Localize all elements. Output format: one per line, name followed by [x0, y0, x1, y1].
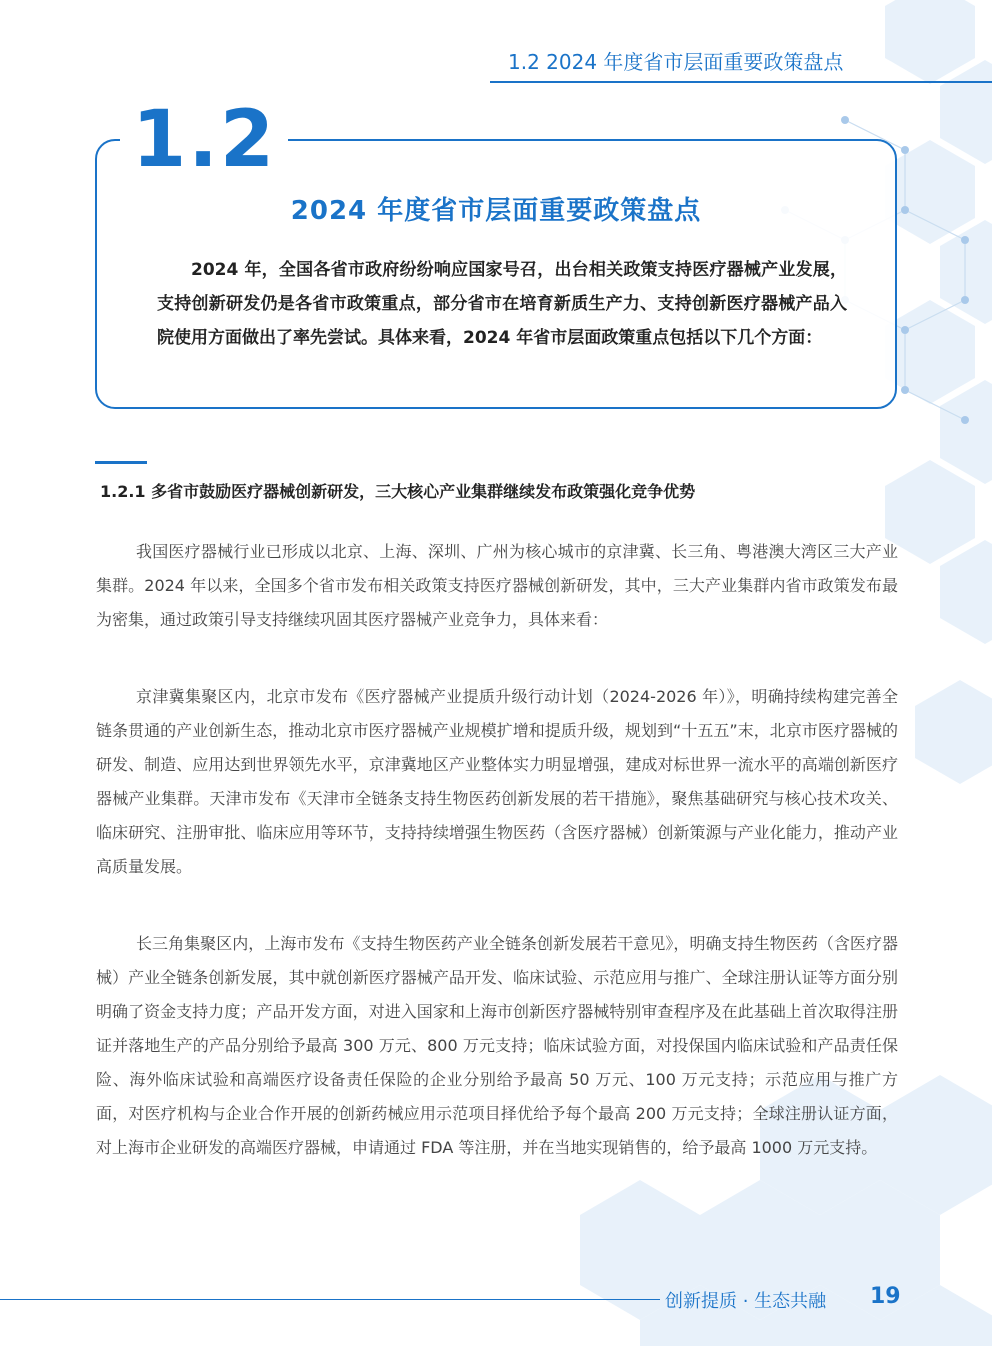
section-title: 2024 年度省市层面重要政策盘点: [290, 196, 702, 226]
subsection-heading: 1.2.1 多省市鼓励医疗器械创新研发，三大核心产业集群继续发布政策强化竞争优势: [100, 482, 696, 501]
footer-slogan: 创新提质 · 生态共融: [665, 1291, 827, 1312]
section-number: 1.2: [120, 95, 288, 185]
body-paragraph: 京津冀集聚区内，北京市发布《医疗器械产业提质升级行动计划（2024-2026 年）》，明确持续构建完善全链条贯通的产业创新生态，推动北京市医疗器械产业规模扩增和提质升级，规划到“十五五”末，北京市医疗器械的研发、制造、应用达到世界领先水平，京津冀地区产业整体实力明显增强，建成对标世界一流水平的高端创新医疗器械产业集群。天津市发布《天津市全链条支持生物医药创新发展的若干措施》，聚焦基础研究与核心技术攻关、临床研究、注册审批、临床应用等环节，支持持续增强生物医药（含医疗器械）创新策源与产业化能力，推动产业高质量发展。: [96, 687, 898, 876]
footer-rule: [0, 1299, 660, 1300]
body-paragraph: 长三角集聚区内，上海市发布《支持生物医药产业全链条创新发展若干意见》，明确支持生物医药（含医疗器械）产业全链条创新发展，其中就创新医疗器械产品开发、临床试验、示范应用与推广、全球注册认证等方面分别明确了资金支持力度；产品开发方面，对进入国家和上海市创新医疗器械特别审查程序及在此基础上首次取得注册证并落地生产的产品分别给予最高 300 万元、800 万元支持；临床试验方面，对投保国内临床试验和产品责任保险、海外临床试验和高端医疗设备责任保险的企业分别给予最高 50 万元、100 万元支持；示范应用与推广方面，对医疗机构与企业合作开展的创新药械应用示范项目择优给予每个最高 200 万元支持；全球注册认证方面，对上海市企业研发的高端医疗器械，申请通过 FDA 等注册，并在当地实现销售的，给予最高 1000 万元支持。: [96, 934, 898, 1157]
body-paragraph: 我国医疗器械行业已形成以北京、上海、深圳、广州为核心城市的京津冀、长三角、粤港澳大湾区三大产业集群。2024 年以来，全国多个省市发布相关政策支持医疗器械创新研发，其中，三大产业集群内省市政策发布最为密集，通过政策引导支持继续巩固其医疗器械产业竞争力，具体来看：: [96, 542, 898, 629]
header-rule: [490, 81, 992, 83]
section-intro-text: 2024 年，全国各省市政府纷纷响应国家号召，出台相关政策支持医疗器械产业发展，支持创新研发仍是各省市政策重点，部分省市在培育新质生产力、支持创新医疗器械产品入院使用方面做出了率先尝试。具体来看，2024 年省市层面政策重点包括以下几个方面：: [157, 260, 847, 348]
subsection-accent-bar: [95, 461, 147, 464]
running-header: 1.2 2024 年度省市层面重要政策盘点: [508, 50, 844, 74]
page-number: 19: [870, 1284, 901, 1309]
